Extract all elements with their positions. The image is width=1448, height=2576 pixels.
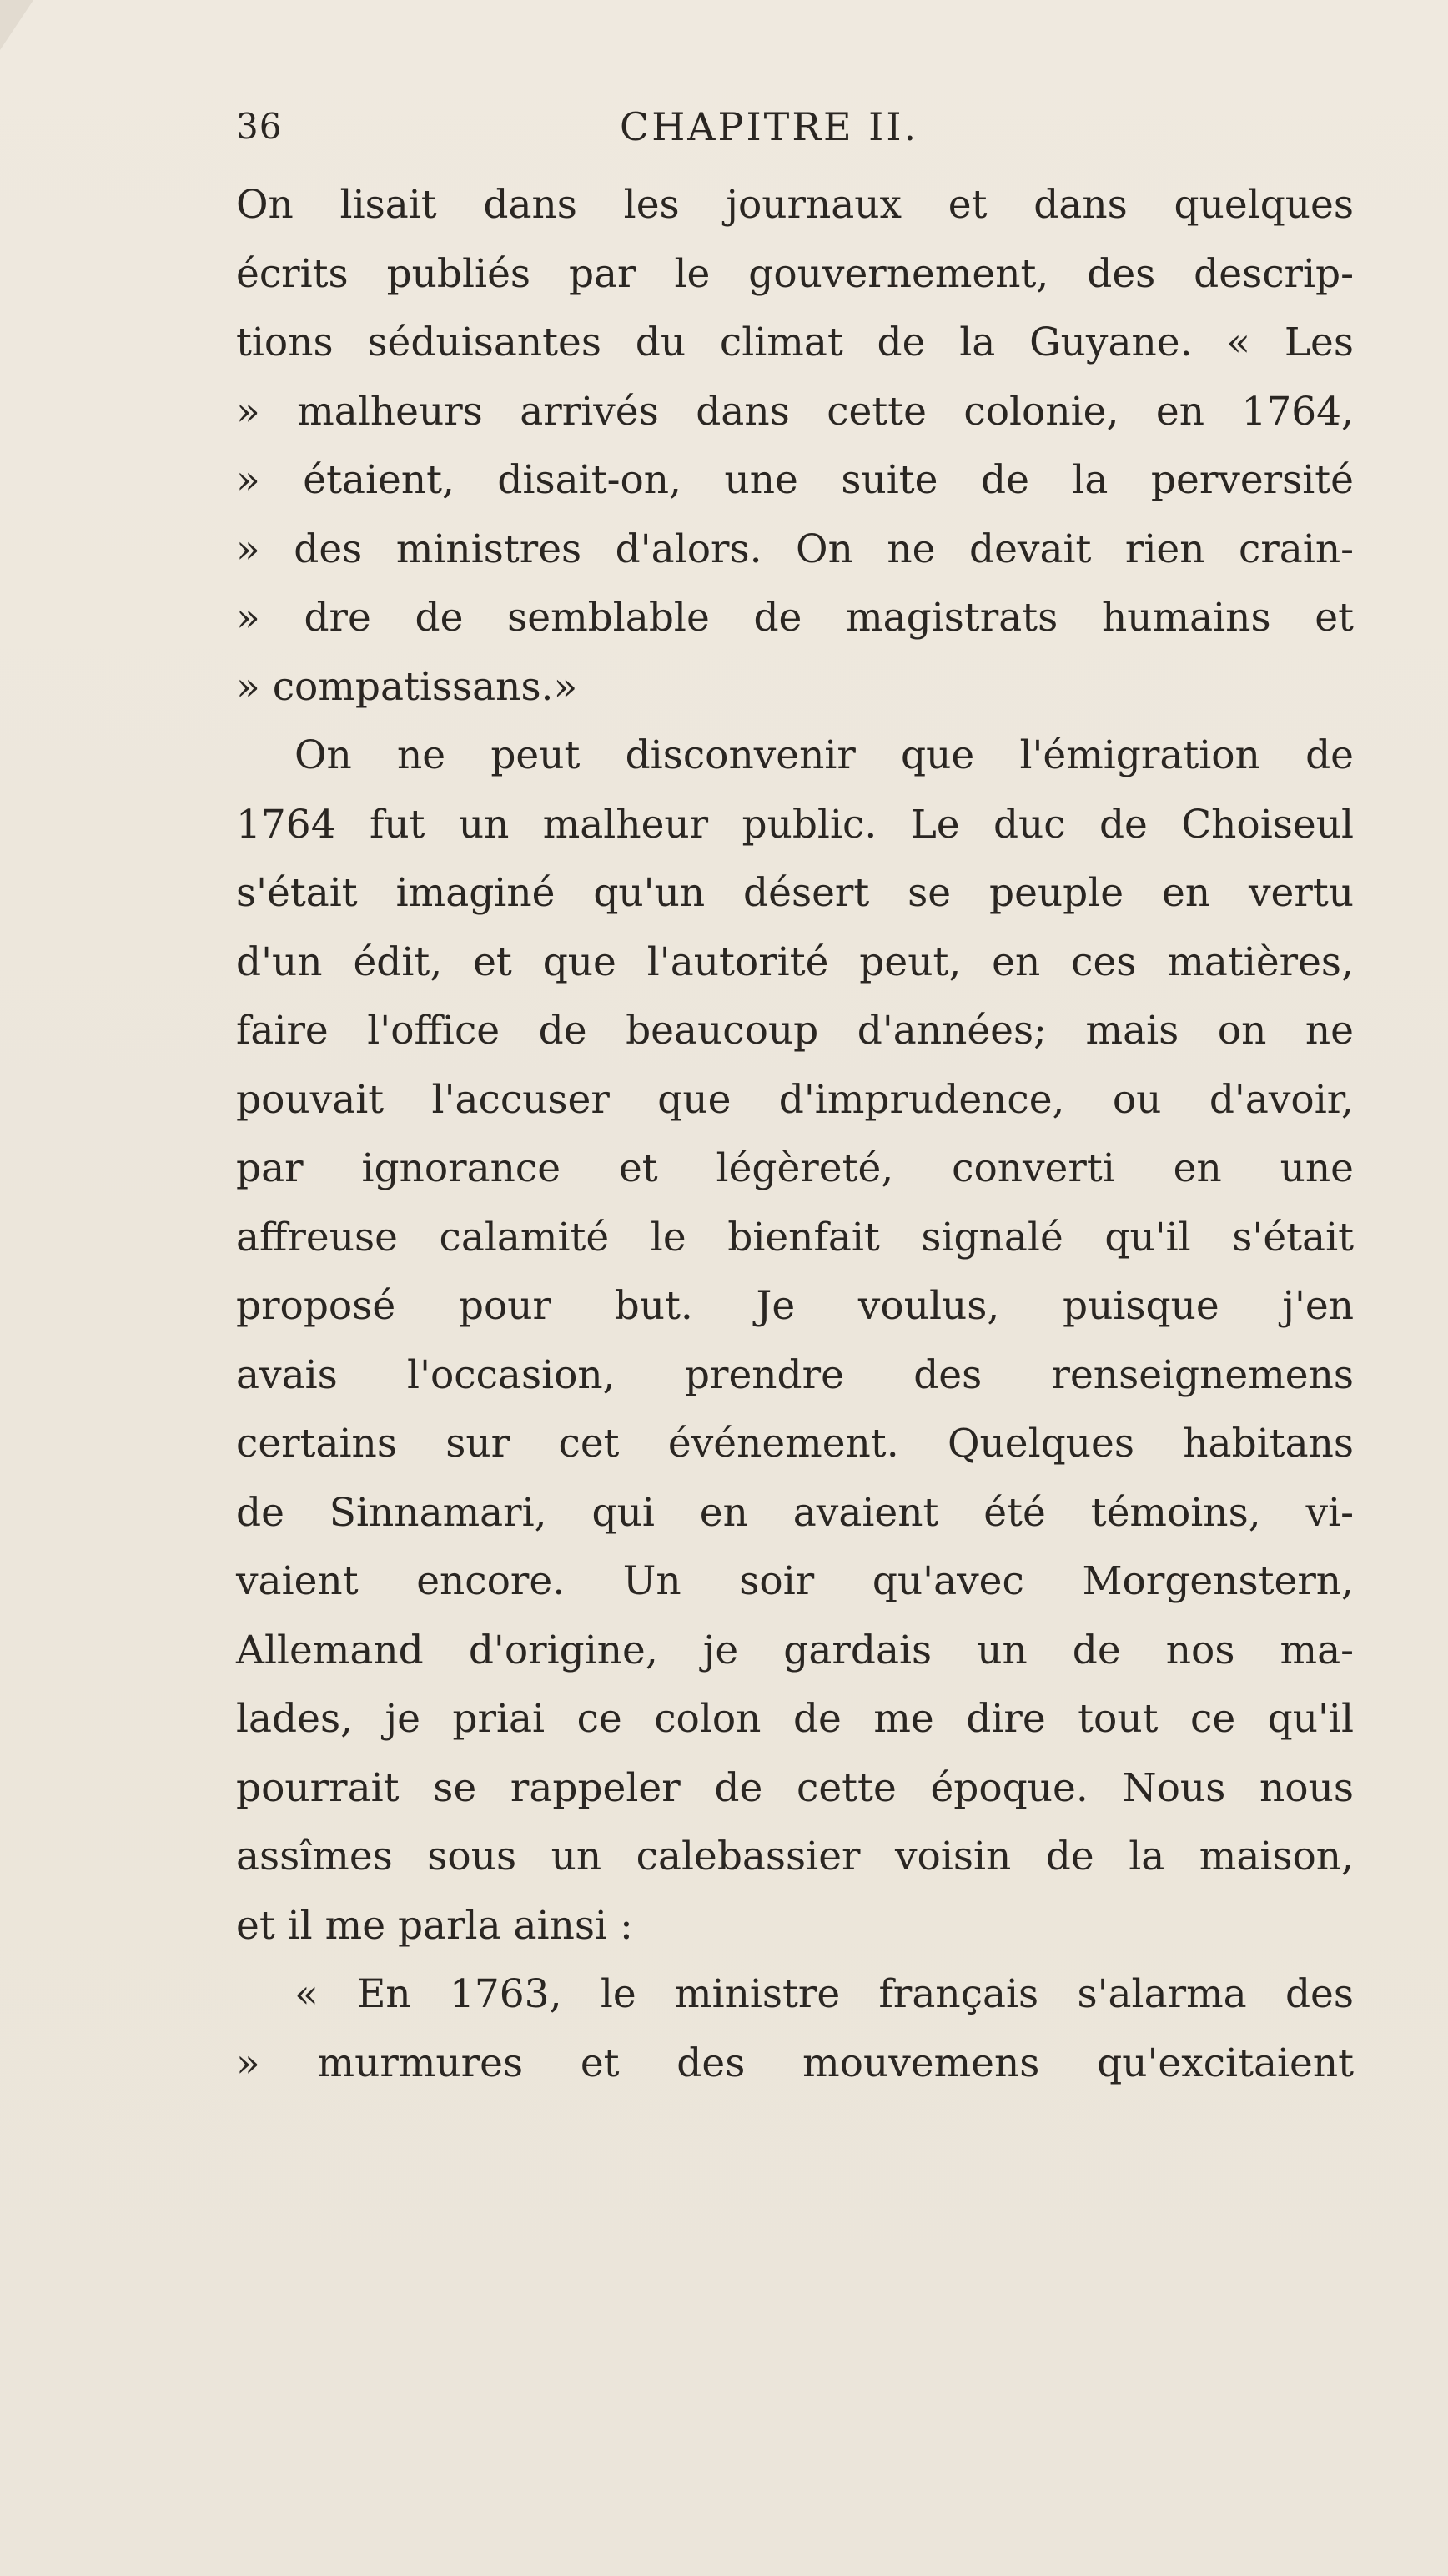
page-corner [0,0,33,50]
text-line: par ignorance et légèreté, converti en une [236,1145,1354,1191]
text-line: » des ministres d'alors. On ne devait rien crain- [236,526,1354,572]
text-line: Allemand d'origine, je gardais un de nos ma- [236,1627,1354,1673]
text-line: s'était imaginé qu'un désert se peuple en vertu [236,870,1354,916]
text-line: avais l'occasion, prendre des renseignemens [236,1351,1354,1398]
body-text [236,171,1354,2098]
text-line: » étaient, disait-on, une suite de la perversité [236,457,1354,503]
text-line: On lisait dans les journaux et dans quelques [236,182,1354,228]
text-line: 1764 fut un malheur public. Le duc de Choiseul [236,801,1354,848]
text-line: « En 1763, le ministre français s'alarma des [294,1971,1354,2017]
page-number: 36 [236,106,283,147]
text-line: faire l'office de beaucoup d'années; mais on ne [236,1008,1354,1054]
page-header [236,102,1354,152]
text-line: tions séduisantes du climat de la Guyane. « Les [236,319,1354,365]
running-head: CHAPITRE II. [620,104,919,149]
text-line: On ne peut disconvenir que l'émigration de [294,732,1354,778]
text-line: écrits publiés par le gouvernement, des descrip- [236,250,1354,297]
text-line: » dre de semblable de magistrats humains et [236,595,1354,641]
text-line: » malheurs arrivés dans cette colonie, en 1764, [236,388,1354,435]
text-line: affreuse calamité le bienfait signalé qu'il s'était [236,1214,1354,1260]
text-line: proposé pour but. Je voulus, puisque j'en [236,1283,1354,1329]
text-line: » murmures et des mouvemens qu'excitaient [236,2040,1354,2086]
text-line: pouvait l'accuser que d'imprudence, ou d'avoir, [236,1076,1354,1123]
text-line: d'un édit, et que l'autorité peut, en ces matières, [236,938,1354,985]
text-line: et il me parla ainsi : [236,1902,633,1949]
text-line: pourrait se rappeler de cette époque. Nous nous [236,1764,1354,1811]
text-line: assîmes sous un calebassier voisin de la maison, [236,1834,1354,1879]
text-line: certains sur cet événement. Quelques habitans [236,1421,1354,1467]
text-line: lades, je priai ce colon de me dire tout ce qu'il [236,1696,1354,1742]
text-line: vaient encore. Un soir qu'avec Morgenstern, [236,1558,1354,1604]
text-line: » compatissans.» [236,663,578,710]
text-line: de Sinnamari, qui en avaient été témoins, vi- [236,1489,1354,1536]
